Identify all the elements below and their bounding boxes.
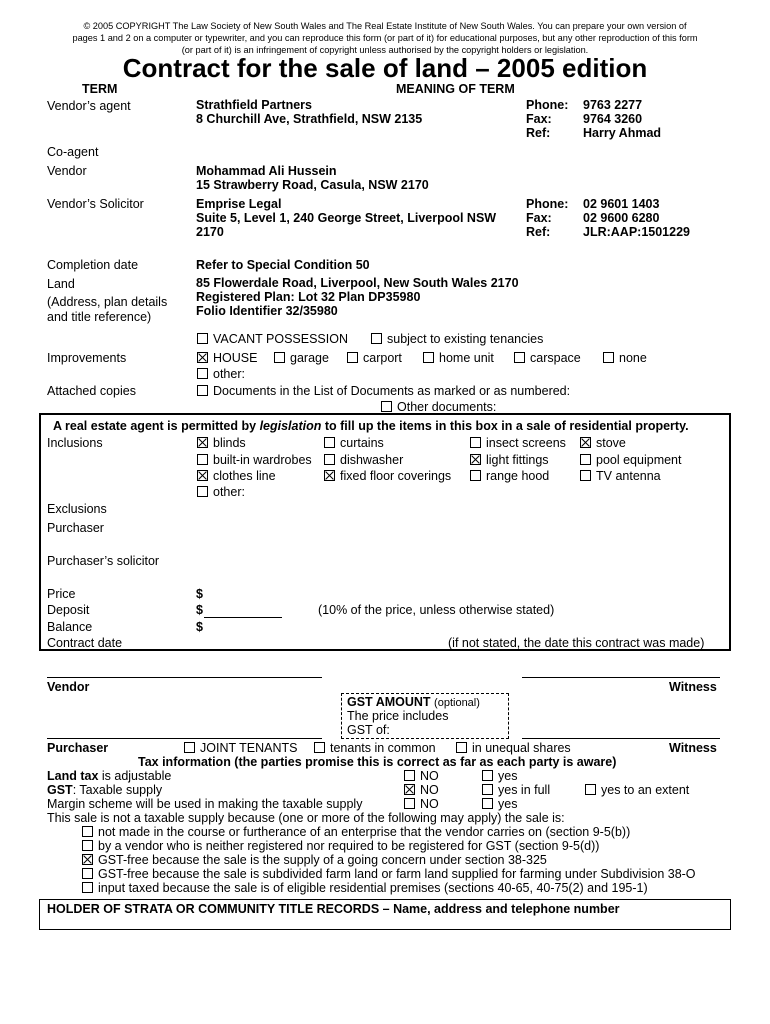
solicitor-address-2: 2170 xyxy=(196,225,224,239)
reason-1-checkbox[interactable] xyxy=(82,826,93,837)
co-agent-label: Co-agent xyxy=(47,145,99,159)
meaning-header: MEANING OF TERM xyxy=(396,82,515,96)
joint-tenants-option[interactable]: JOINT TENANTS xyxy=(184,741,297,755)
exclusions-label: Exclusions xyxy=(47,502,107,516)
carspace-checkbox[interactable] xyxy=(514,352,525,363)
vendor-name: Mohammad Ali Hussein xyxy=(196,164,337,178)
pool-checkbox[interactable] xyxy=(580,454,591,465)
home-unit-checkbox[interactable] xyxy=(423,352,434,363)
land-sublabel-2: and title reference) xyxy=(47,310,152,324)
blinds-checkbox[interactable] xyxy=(197,437,208,448)
vendor-label: Vendor xyxy=(47,164,87,178)
house-checkbox[interactable] xyxy=(197,352,208,363)
vendors-agent-name: Strathfield Partners xyxy=(196,98,313,112)
tenants-in-common-checkbox[interactable] xyxy=(314,742,325,753)
land-sublabel-1: (Address, plan details xyxy=(47,295,168,309)
vendor-signature-label: Vendor xyxy=(47,680,90,694)
inclusion-range-hood[interactable]: range hood xyxy=(470,469,549,483)
gst-price-includes: The price includes xyxy=(347,709,449,723)
land-tax-no-checkbox[interactable] xyxy=(404,770,415,781)
inclusion-stove[interactable]: stove xyxy=(580,436,626,450)
reason-3-checkbox[interactable] xyxy=(82,854,93,865)
gst-amount-title: GST AMOUNT (optional) xyxy=(347,695,480,709)
balance-symbol: $ xyxy=(196,620,203,634)
inclusion-light-fittings[interactable]: light fittings xyxy=(470,453,549,467)
purchaser-label: Purchaser xyxy=(47,521,104,535)
vendor-signature-line[interactable] xyxy=(47,677,322,678)
gst-no-checkbox[interactable] xyxy=(404,784,415,795)
vacant-possession-option[interactable]: VACANT POSSESSION xyxy=(197,332,348,346)
contract-date-label: Contract date xyxy=(47,636,123,650)
clothes-line-checkbox[interactable] xyxy=(197,470,208,481)
range-hood-checkbox[interactable] xyxy=(470,470,481,481)
existing-tenancies-checkbox[interactable] xyxy=(371,333,382,344)
vendors-solicitor-label: Vendor’s Solicitor xyxy=(47,197,144,211)
inclusion-curtains[interactable]: curtains xyxy=(324,436,384,450)
vendors-agent-label: Vendor’s agent xyxy=(47,99,131,113)
inclusion-wardrobes[interactable]: built-in wardrobes xyxy=(197,453,312,467)
not-taxable-intro: This sale is not a taxable supply because (one or more of the following may apply) the sale is: xyxy=(47,811,565,825)
witness-signature-line-1[interactable] xyxy=(522,677,720,678)
land-tax-no[interactable]: NO xyxy=(404,769,439,783)
other-documents-option[interactable]: Other documents: xyxy=(381,400,496,414)
land-label: Land xyxy=(47,277,75,291)
floor-coverings-checkbox[interactable] xyxy=(324,470,335,481)
inclusion-blinds[interactable]: blinds xyxy=(197,436,246,450)
inclusion-floor-coverings[interactable]: fixed floor coverings xyxy=(324,469,451,483)
reason-5-checkbox[interactable] xyxy=(82,882,93,893)
land-tax-yes[interactable]: yes xyxy=(482,769,517,783)
reason-4-checkbox[interactable] xyxy=(82,868,93,879)
joint-tenants-checkbox[interactable] xyxy=(184,742,195,753)
improvement-other[interactable]: other: xyxy=(197,367,245,381)
inclusion-tv-antenna[interactable]: TV antenna xyxy=(580,469,661,483)
margin-yes-checkbox[interactable] xyxy=(482,798,493,809)
reason-farm-land[interactable]: GST-free because the sale is subdivided farm land or farm land supplied for farming under Subdivision 38-O xyxy=(82,867,696,881)
reason-input-taxed[interactable]: input taxed because the sale is of eligible residential premises (sections 40-65, 40-75(2) and 195-1) xyxy=(82,881,648,895)
margin-yes[interactable]: yes xyxy=(482,797,517,811)
document-title: Contract for the sale of land – 2005 edition xyxy=(122,53,648,83)
purchaser-signature-line[interactable] xyxy=(47,738,322,739)
reason-going-concern[interactable]: GST-free because the sale is the supply of a going concern under section 38-325 xyxy=(82,853,547,867)
vendors-agent-address: 8 Churchill Ave, Strathfield, NSW 2135 xyxy=(196,112,423,126)
unequal-shares-option[interactable]: in unequal shares xyxy=(456,741,571,755)
light-fittings-checkbox[interactable] xyxy=(470,454,481,465)
improvement-home-unit[interactable]: home unit xyxy=(423,351,494,365)
purchaser-signature-label: Purchaser xyxy=(47,741,109,755)
land-plan: Registered Plan: Lot 32 Plan DP35980 xyxy=(196,290,421,304)
witness-label-1: Witness xyxy=(669,680,717,694)
agent-ref-label: Ref: xyxy=(526,126,551,140)
inclusion-clothes-line[interactable]: clothes line xyxy=(197,469,276,483)
deposit-underline xyxy=(204,617,282,618)
inclusion-other[interactable]: other: xyxy=(197,485,245,499)
garage-checkbox[interactable] xyxy=(274,352,285,363)
documents-list-checkbox[interactable] xyxy=(197,385,208,396)
insect-screens-checkbox[interactable] xyxy=(470,437,481,448)
land-tax-yes-checkbox[interactable] xyxy=(482,770,493,781)
balance-label: Balance xyxy=(47,620,93,634)
completion-date-label: Completion date xyxy=(47,258,139,272)
tax-heading: Tax information (the parties promise this is correct as far as each party is aware) xyxy=(138,755,617,769)
agent-ref: Harry Ahmad xyxy=(583,126,662,140)
documents-list-option[interactable]: Documents in the List of Documents as marked or as numbered: xyxy=(197,384,570,398)
gst-taxable-label: GST: Taxable supply xyxy=(47,783,163,797)
solicitor-phone: 02 9601 1403 xyxy=(583,197,660,211)
inclusion-insect-screens[interactable]: insect screens xyxy=(470,436,566,450)
other-documents-checkbox[interactable] xyxy=(381,401,392,412)
carport-checkbox[interactable] xyxy=(347,352,358,363)
solicitor-name: Emprise Legal xyxy=(196,197,282,211)
witness-signature-line-2[interactable] xyxy=(522,738,720,739)
price-symbol: $ xyxy=(196,587,203,601)
contract-date-note: (if not stated, the date this contract was made) xyxy=(448,636,705,650)
stove-checkbox[interactable] xyxy=(580,437,591,448)
strata-records-label: HOLDER OF STRATA OR COMMUNITY TITLE RECORDS – Name, address and telephone number xyxy=(47,902,620,916)
solicitor-address-1: Suite 5, Level 1, 240 George Street, Liverpool NSW xyxy=(196,211,497,225)
improvement-other-checkbox[interactable] xyxy=(197,368,208,379)
gst-yes-extent[interactable]: yes to an extent xyxy=(585,783,689,797)
improvement-garage[interactable]: garage xyxy=(274,351,329,365)
witness-label-2: Witness xyxy=(669,741,717,755)
land-tax-label: Land tax is adjustable xyxy=(47,769,172,783)
land-folio: Folio Identifier 32/35980 xyxy=(196,304,338,318)
solicitor-ref: JLR:AAP:1501229 xyxy=(583,225,690,239)
tv-antenna-checkbox[interactable] xyxy=(580,470,591,481)
dishwasher-checkbox[interactable] xyxy=(324,454,335,465)
inclusion-dishwasher[interactable]: dishwasher xyxy=(324,453,403,467)
agent-phone: 9763 2277 xyxy=(583,98,643,112)
copyright-notice xyxy=(30,20,740,56)
unequal-shares-checkbox[interactable] xyxy=(456,742,467,753)
improvements-label: Improvements xyxy=(47,351,127,365)
gst-no[interactable]: NO xyxy=(404,783,439,797)
margin-no-checkbox[interactable] xyxy=(404,798,415,809)
solicitor-fax: 02 9600 6280 xyxy=(583,211,660,225)
gst-yes-in-full-checkbox[interactable] xyxy=(482,784,493,795)
improvement-house[interactable]: HOUSE xyxy=(197,351,257,365)
none-checkbox[interactable] xyxy=(603,352,614,363)
improvement-carport[interactable]: carport xyxy=(347,351,402,365)
gst-yes-extent-checkbox[interactable] xyxy=(585,784,596,795)
vendor-address: 15 Strawberry Road, Casula, NSW 2170 xyxy=(196,178,429,192)
land-address: 85 Flowerdale Road, Liverpool, New South Wales 2170 xyxy=(196,276,519,290)
agent-fax: 9764 3260 xyxy=(583,112,643,126)
existing-tenancies-option[interactable]: subject to existing tenancies xyxy=(371,332,543,346)
price-label: Price xyxy=(47,587,76,601)
inclusions-label: Inclusions xyxy=(47,436,103,450)
vacant-possession-checkbox[interactable] xyxy=(197,333,208,344)
deposit-label: Deposit xyxy=(47,603,90,617)
gst-yes-in-full[interactable]: yes in full xyxy=(482,783,550,797)
inclusion-other-checkbox[interactable] xyxy=(197,486,208,497)
deposit-note: (10% of the price, unless otherwise stated) xyxy=(318,603,555,617)
completion-date-value: Refer to Special Condition 50 xyxy=(196,258,370,272)
attached-copies-label: Attached copies xyxy=(47,384,136,398)
solicitor-phone-label: Phone: xyxy=(526,197,569,211)
gst-of: GST of: xyxy=(347,723,390,737)
purchasers-solicitor-label: Purchaser’s solicitor xyxy=(47,554,160,568)
deposit-symbol: $ xyxy=(196,603,203,617)
improvement-carspace[interactable]: carspace xyxy=(514,351,581,365)
agent-fax-label: Fax: xyxy=(526,112,552,126)
improvement-none[interactable]: none xyxy=(603,351,647,365)
agent-phone-label: Phone: xyxy=(526,98,569,112)
inclusion-pool[interactable]: pool equipment xyxy=(580,453,681,467)
copyright-line-2: pages 1 and 2 on a computer or typewriter, and you can reproduce this form (or part of it) for educational purposes, but any other reproduction of this form xyxy=(72,33,698,43)
solicitor-fax-label: Fax: xyxy=(526,211,552,225)
term-header: TERM xyxy=(82,82,118,96)
copyright-line-3: (or part of it) is an infringement of copyright unless authorised by the copyright holders or legislation. xyxy=(181,45,589,55)
agent-notice: A real estate agent is permitted by legislation to fill up the items in this box in a sale of residential property. xyxy=(53,419,689,433)
reason-not-registered[interactable]: by a vendor who is neither registered nor required to be registered for GST (section 9-5(d)) xyxy=(82,839,599,853)
curtains-checkbox[interactable] xyxy=(324,437,335,448)
wardrobes-checkbox[interactable] xyxy=(197,454,208,465)
margin-scheme-label: Margin scheme will be used in making the taxable supply xyxy=(47,797,363,811)
solicitor-ref-label: Ref: xyxy=(526,225,551,239)
tenants-in-common-option[interactable]: tenants in common xyxy=(314,741,436,755)
copyright-line-1: © 2005 COPYRIGHT The Law Society of New South Wales and The Real Estate Institute of New South Wales. You can prepare your own version of xyxy=(83,21,687,31)
margin-no[interactable]: NO xyxy=(404,797,439,811)
reason-2-checkbox[interactable] xyxy=(82,840,93,851)
reason-not-enterprise[interactable]: not made in the course or furtherance of an enterprise that the vendor carries on (section 9-5(b)) xyxy=(82,825,630,839)
